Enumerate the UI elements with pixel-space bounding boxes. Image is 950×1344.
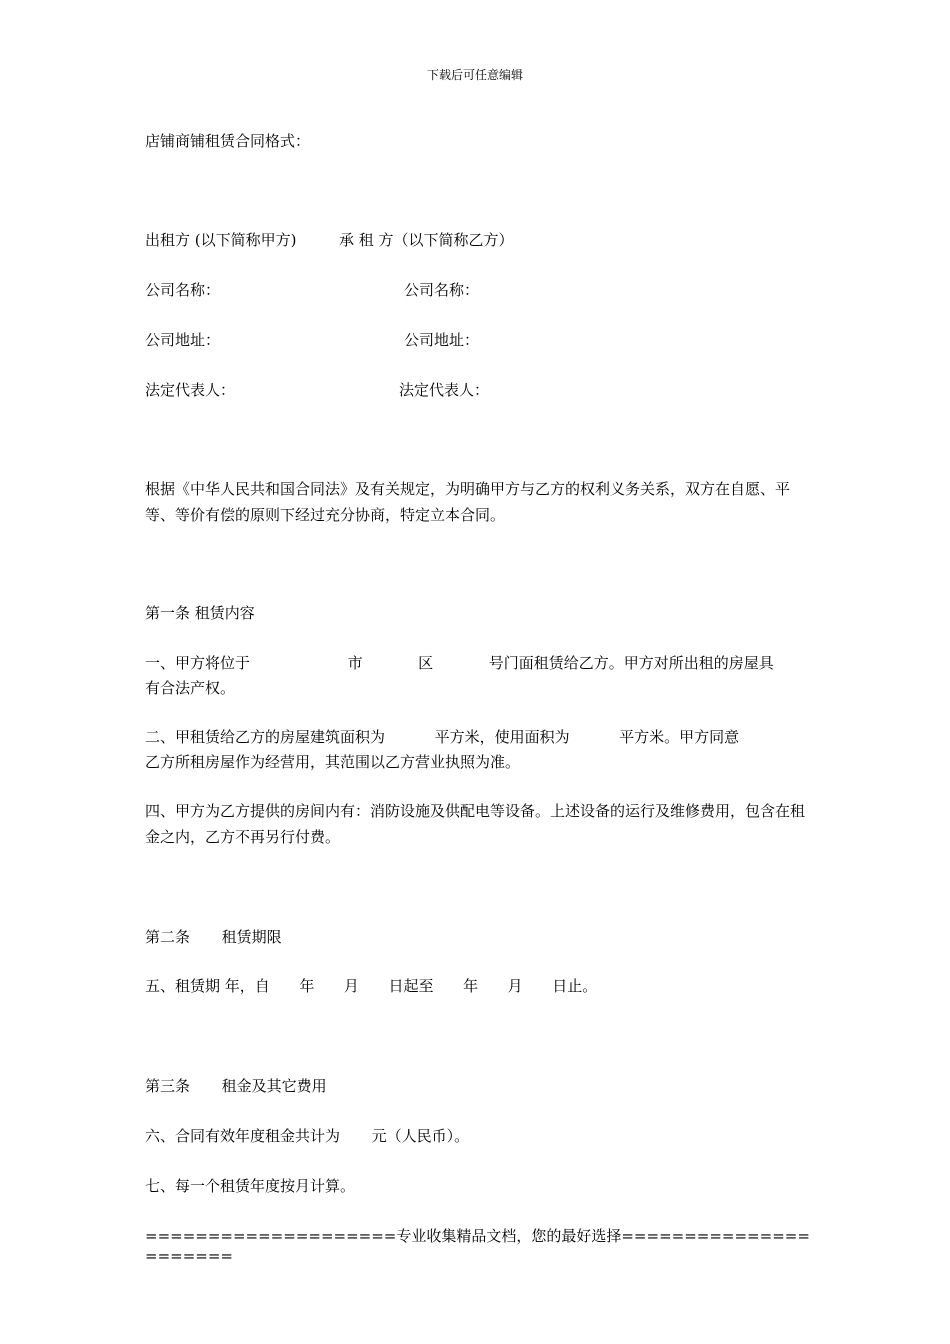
clause-2-part-b: 平方米，使用面积为: [434, 728, 570, 746]
clause-1-line-1: [145, 652, 774, 674]
clause-6-line: [145, 1125, 469, 1147]
clause-5-part-g: 日止。: [552, 977, 598, 995]
clause-1-part-d: 号门面租赁给乙方。甲方对所出租的房屋具: [488, 654, 774, 672]
clause-5-part-e: 年: [463, 977, 479, 995]
clause-4-paragraph: 四、甲方为乙方提供的房间内有：消防设施及供配电等设备。上述设备的运行及维修费用，包含在租金之内，乙方不再另行付费。: [145, 802, 806, 846]
clause-6-part-a: 六、合同有效年度租金共计为: [145, 1127, 341, 1145]
clause-2-part-a: 二、甲租赁给乙方的房屋建筑面积为: [145, 728, 386, 746]
clause-1-part-b: 市: [347, 654, 363, 672]
article-2-title: 租赁期限: [221, 928, 282, 946]
article-2-number: 第二条: [145, 928, 191, 946]
article-3-heading: [145, 1075, 327, 1097]
clause-5-part-f: 月: [507, 977, 523, 995]
article-2-heading: [145, 926, 282, 948]
clause-1-part-c: 区: [418, 654, 434, 672]
clause-5-part-c: 月: [343, 977, 359, 995]
company-name-b: 公司名称：: [404, 281, 480, 299]
article-3-title: 租金及其它费用: [221, 1077, 327, 1095]
clause-6-part-b: 元（人民币）。: [371, 1127, 470, 1145]
lessee-label: 承 租 方（以下简称乙方）: [339, 231, 514, 249]
clause-2-line-2: 乙方所租房屋作为经营用，其范围以乙方营业执照为准。: [145, 753, 521, 771]
company-address-b: 公司地址：: [404, 331, 480, 349]
document-title: 店铺商铺租赁合同格式：: [145, 132, 311, 150]
company-address-a: 公司地址：: [145, 331, 221, 349]
clause-5-part-b: 年: [299, 977, 315, 995]
clause-7-line: 七、每一个租赁年度按月计算。: [145, 1177, 356, 1195]
clause-5-line: [145, 975, 597, 997]
article-1-heading: 第一条 租赁内容: [145, 604, 255, 622]
clause-2-part-c: 平方米。甲方同意: [619, 728, 740, 746]
page-header: 下载后可任意编辑: [426, 68, 523, 82]
clause-5-part-d: 日起至: [388, 977, 434, 995]
preamble-paragraph: 根据《中华人民共和国合同法》及有关规定，为明确甲方与乙方的权利义务关系，双方在自愿、平等、等价有偿的原则下经过充分协商，特定立本合同。: [145, 480, 791, 524]
clause-1-part-a: 一、甲方将位于: [145, 654, 251, 672]
article-3-number: 第三条: [145, 1077, 191, 1095]
lessor-label: 出租方 (以下简称甲方): [145, 231, 297, 249]
clause-5-part-a: 五、租赁期 年，自: [145, 977, 270, 995]
legal-rep-b: 法定代表人：: [399, 381, 490, 399]
clause-1-line-2: 有合法产权。: [145, 679, 236, 697]
legal-rep-a: 法定代表人：: [145, 381, 236, 399]
company-name-a: 公司名称：: [145, 281, 221, 299]
clause-2-line-1: [145, 726, 739, 748]
page-footer: ====================专业收集精品文档，您的最好选择======================: [145, 1227, 810, 1265]
